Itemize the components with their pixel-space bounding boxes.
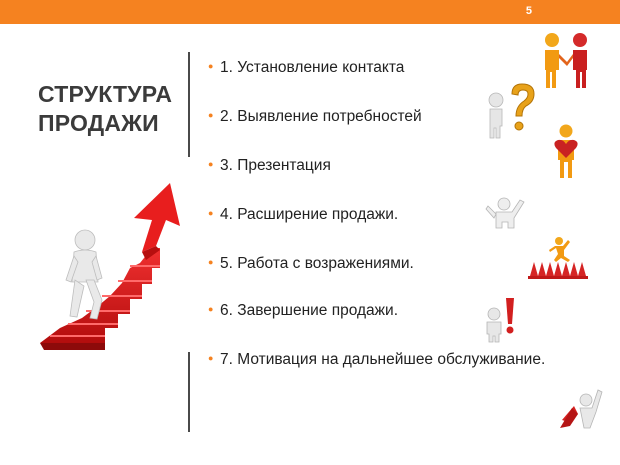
bullet-icon: ● xyxy=(208,304,214,314)
top-accent-bar xyxy=(0,0,620,24)
figure-holding-heart-icon xyxy=(546,124,586,180)
list-item xyxy=(208,59,404,77)
figure-climbing-red-stairs-icon xyxy=(30,178,190,353)
bullet-icon: ● xyxy=(208,159,214,169)
bullet-icon: ● xyxy=(208,257,214,267)
handshake-figures-icon xyxy=(540,32,592,90)
figure-waving-icon xyxy=(486,192,530,236)
list-item-text: 5. Работа с возражениями. xyxy=(220,255,414,272)
bullet-icon: ● xyxy=(208,353,214,363)
divider-line-bottom xyxy=(188,352,190,432)
title-line-2: ПРОДАЖИ xyxy=(38,110,159,136)
list-item xyxy=(208,351,545,369)
slide-number: 5 xyxy=(525,5,532,17)
list-item xyxy=(208,206,398,224)
list-item xyxy=(208,157,331,175)
title-line-1: СТРУКТУРА xyxy=(38,81,173,107)
question-mark-figure-icon xyxy=(484,82,540,140)
list-item-text: 2. Выявление потребностей xyxy=(220,108,422,125)
list-item xyxy=(208,302,398,320)
list-item xyxy=(208,108,422,126)
runner-hurdles-icon xyxy=(528,236,588,282)
exclamation-figure-icon xyxy=(482,296,522,342)
slide-title xyxy=(38,80,188,138)
list-item xyxy=(208,255,414,273)
bullet-icon: ● xyxy=(208,61,214,71)
bullet-icon: ● xyxy=(208,110,214,120)
list-item-text: 1. Установление контакта xyxy=(220,59,405,76)
list-item-text: 6. Завершение продажи. xyxy=(220,302,399,319)
divider-line-top xyxy=(188,52,190,157)
list-item-text: 7. Мотивация на дальнейшее обслуживание. xyxy=(220,351,546,368)
superhero-figure-icon xyxy=(560,384,604,434)
bullet-icon: ● xyxy=(208,208,214,218)
list-item-text: 4. Расширение продажи. xyxy=(220,206,399,223)
list-item-text: 3. Презентация xyxy=(220,157,331,174)
